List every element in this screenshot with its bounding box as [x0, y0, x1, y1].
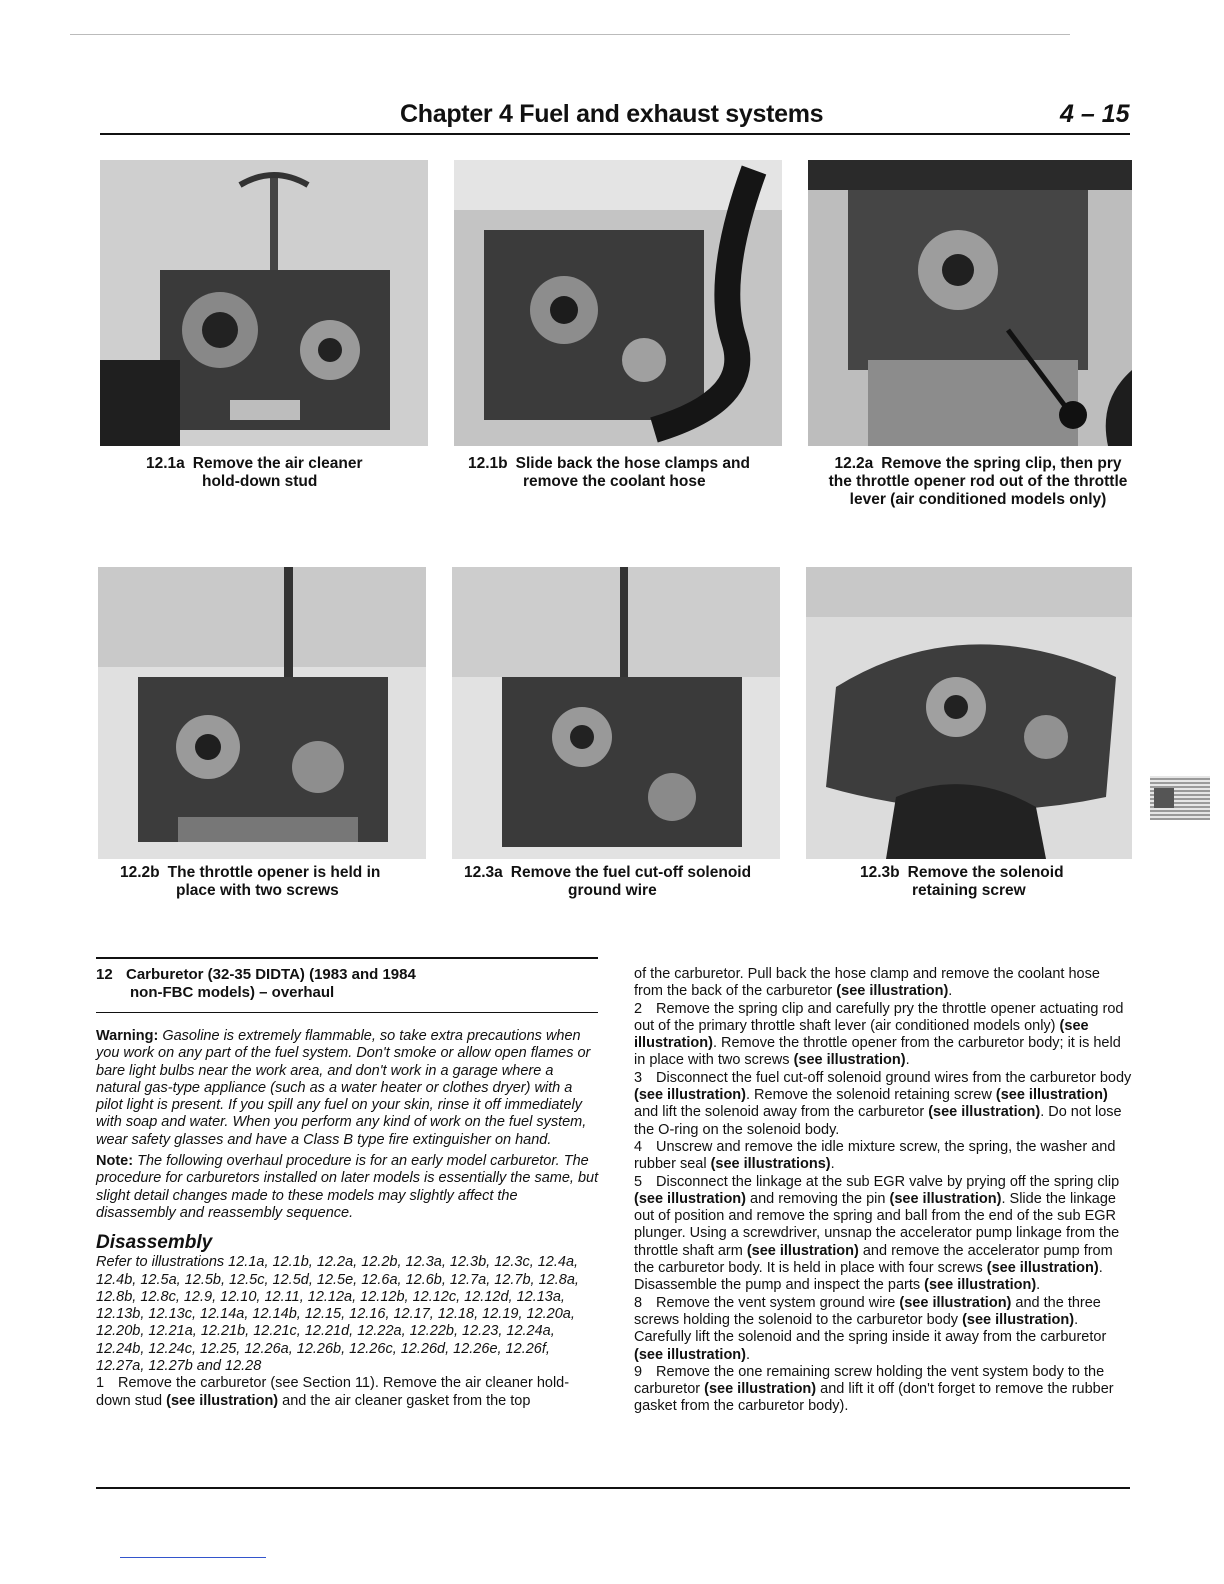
figure-number: 12.3a [464, 864, 503, 881]
caption-line: the throttle opener rod out of the throttle [828, 473, 1128, 490]
caption-line: lever (air conditioned models only) [849, 491, 1107, 508]
chapter-title: Chapter 4 Fuel and exhaust systems [400, 100, 824, 128]
note-label: Note: [96, 1153, 134, 1170]
carburetor-photo-illustration [808, 160, 1132, 446]
photo-12-1a [100, 160, 428, 446]
carburetor-photo-illustration [806, 567, 1132, 859]
refer-illustrations: Refer to illustrations 12.1a, 12.1b, 12.2a, 12.2b, 12.3a, 12.3b, 12.3c, 12.4a, 12.4b, 12.5a, 12.5b, 12.5c, 12.5d, 12.5e, 12.6a, 12.6b, 12.7a, 12.7b, 12.8a, 12.8b, 12.8c, 12.9, 12.10, 12.11, 12.12a, 12.12b, 12.12c, 12.12d, 12.13a, 12.13b, 12.13c, 12.14a, 12.14b, 12.15, 12.16, 12.17, 12.18, 12.19, 12.20a, 12.20b, 12.21a, 12.21b, 12.21c, 12.21d, 12.22a, 12.22b, 12.23, 12.24a, 12.24b, 12.24c, 12.25, 12.26a, 12.26b, 12.26c, 12.26d, 12.26e, 12.26f, 12.27a, 12.27b and 12.28 [96, 1254, 579, 1375]
caption-12-3a [464, 864, 784, 900]
photo-12-3a [452, 567, 780, 859]
caption-line: Remove the solenoid [907, 864, 1064, 881]
photo-12-3b [806, 567, 1132, 859]
bottom-rule [96, 1487, 1130, 1489]
figure-number: 12.1a [146, 455, 185, 472]
section-title [96, 966, 600, 1002]
figure-number: 12.2b [120, 864, 160, 881]
warning-paragraph [96, 1028, 600, 1149]
thumb-tab-marker [1154, 788, 1174, 808]
chapter-thumb-tab [1150, 776, 1210, 820]
section-number: 12 [96, 966, 113, 983]
step-5: 5 Disconnect the linkage at the sub EGR valve by prying off the spring clip (see illustration) and removing the pin (see illustration). Slide the linkage out of position and remove the spring and ball from the end of the sub EGR plunger. Using a screwdriver, unsnap the accelerator pump linkage from the throttle shaft arm (see illustration) and remove the accelerator pump from the carburetor body. It is held in place with four screws (see illustration). Disassemble the pump and inspect the parts (see illustration). [634, 1173, 1120, 1294]
figure-number: 12.1b [468, 455, 508, 472]
caption-12-2a [818, 455, 1138, 509]
step-2: 2 Remove the spring clip and carefully pry the throttle opener actuating rod out of the primary throttle shaft lever (air conditioned models only) (see illustration). Remove the throttle opener from the carburetor body; it is held in place with two screws (see illustration). [634, 1000, 1124, 1069]
caption-line: Remove the fuel cut-off solenoid [510, 864, 752, 881]
caption-12-1b [468, 455, 788, 491]
carburetor-photo-illustration [98, 567, 426, 859]
carburetor-photo-illustration [452, 567, 780, 859]
section-top-rule [96, 957, 598, 959]
photo-12-2a [808, 160, 1132, 446]
scan-artifact-line [120, 1557, 266, 1558]
section-title-line: non-FBC models) – overhaul [130, 984, 335, 1001]
disassembly-heading: Disassembly [96, 1232, 213, 1254]
caption-line: Remove the spring clip, then pry [881, 455, 1122, 472]
caption-12-1a [146, 455, 446, 491]
caption-line: Slide back the hose clamps and [515, 455, 750, 472]
figure-number: 12.3b [860, 864, 900, 881]
right-column [634, 966, 1132, 1416]
step-9: 9 Remove the one remaining screw holding the vent system body to the carburetor (see illustration) and lift it off (don't forget to remove the rubber gasket from the carburetor body). [634, 1363, 1114, 1415]
figure-number: 12.2a [834, 455, 874, 472]
note-paragraph [96, 1153, 600, 1222]
step-1: 1 Remove the carburetor (see Section 11). Remove the air cleaner hold-down stud (see illustration) and the air cleaner gasket from the top [96, 1375, 570, 1409]
caption-line: remove the coolant hose [523, 473, 706, 490]
step-8: 8 Remove the vent system ground wire (see illustration) and the three screws holding the solenoid to the carburetor body (see illustration). Carefully lift the solenoid and the spring inside it away from the carburetor (see illustration). [634, 1294, 1107, 1363]
carburetor-photo-illustration [454, 160, 782, 446]
caption-line: ground wire [568, 882, 657, 899]
step-4: 4 Unscrew and remove the idle mixture screw, the spring, the washer and rubber seal (see illustrations). [634, 1138, 1116, 1173]
photo-12-2b [98, 567, 426, 859]
warning-label: Warning: [96, 1028, 159, 1044]
page-number: 4 – 15 [1060, 100, 1130, 128]
caption-line: Remove the air cleaner [192, 455, 363, 472]
step-1-continued: of the carburetor. Pull back the hose clamp and remove the coolant hose from the back of the carburetor (see illustration). [634, 966, 1100, 1000]
left-column [96, 966, 600, 1410]
section-title-line: Carburetor (32-35 DIDTA) (1983 and 1984 [126, 966, 416, 983]
caption-line: place with two screws [176, 882, 339, 899]
caption-line: retaining screw [912, 882, 1026, 899]
photo-12-1b [454, 160, 782, 446]
caption-line: hold-down stud [202, 473, 318, 490]
carburetor-photo-illustration [100, 160, 428, 446]
header-rule [100, 133, 1130, 135]
top-scan-line [70, 34, 1070, 35]
caption-line: The throttle opener is held in [167, 864, 381, 881]
note-text: The following overhaul procedure is for an early model carburetor. The procedure for carburetors installed on later models is essentially the same, but slight detail changes made to these models may slightly affect the disassembly and reassembly sequence. [96, 1153, 599, 1221]
step-3: 3 Disconnect the fuel cut-off solenoid ground wires from the carburetor body (see illustration). Remove the solenoid retaining screw (see illustration) and lift the solenoid away from the carburetor (see illustration). Do not lose the O-ring on the solenoid body. [634, 1069, 1132, 1138]
caption-12-2b [120, 864, 440, 900]
warning-text: Gasoline is extremely flammable, so take extra precautions when you work on any part of the fuel system. Don't smoke or allow open flames or bare light bulbs near the work area, and don't work in a garage where a natural gas-type appliance (such as a water heater or clothes dryer) with a pilot light is present. If you spill any fuel on your skin, rinse it off immediately with soap and water. When you perform any kind of work on the fuel system, wear safety glasses and have a Class B type fire extinguisher on hand. [96, 1028, 591, 1148]
caption-12-3b [860, 864, 1100, 900]
